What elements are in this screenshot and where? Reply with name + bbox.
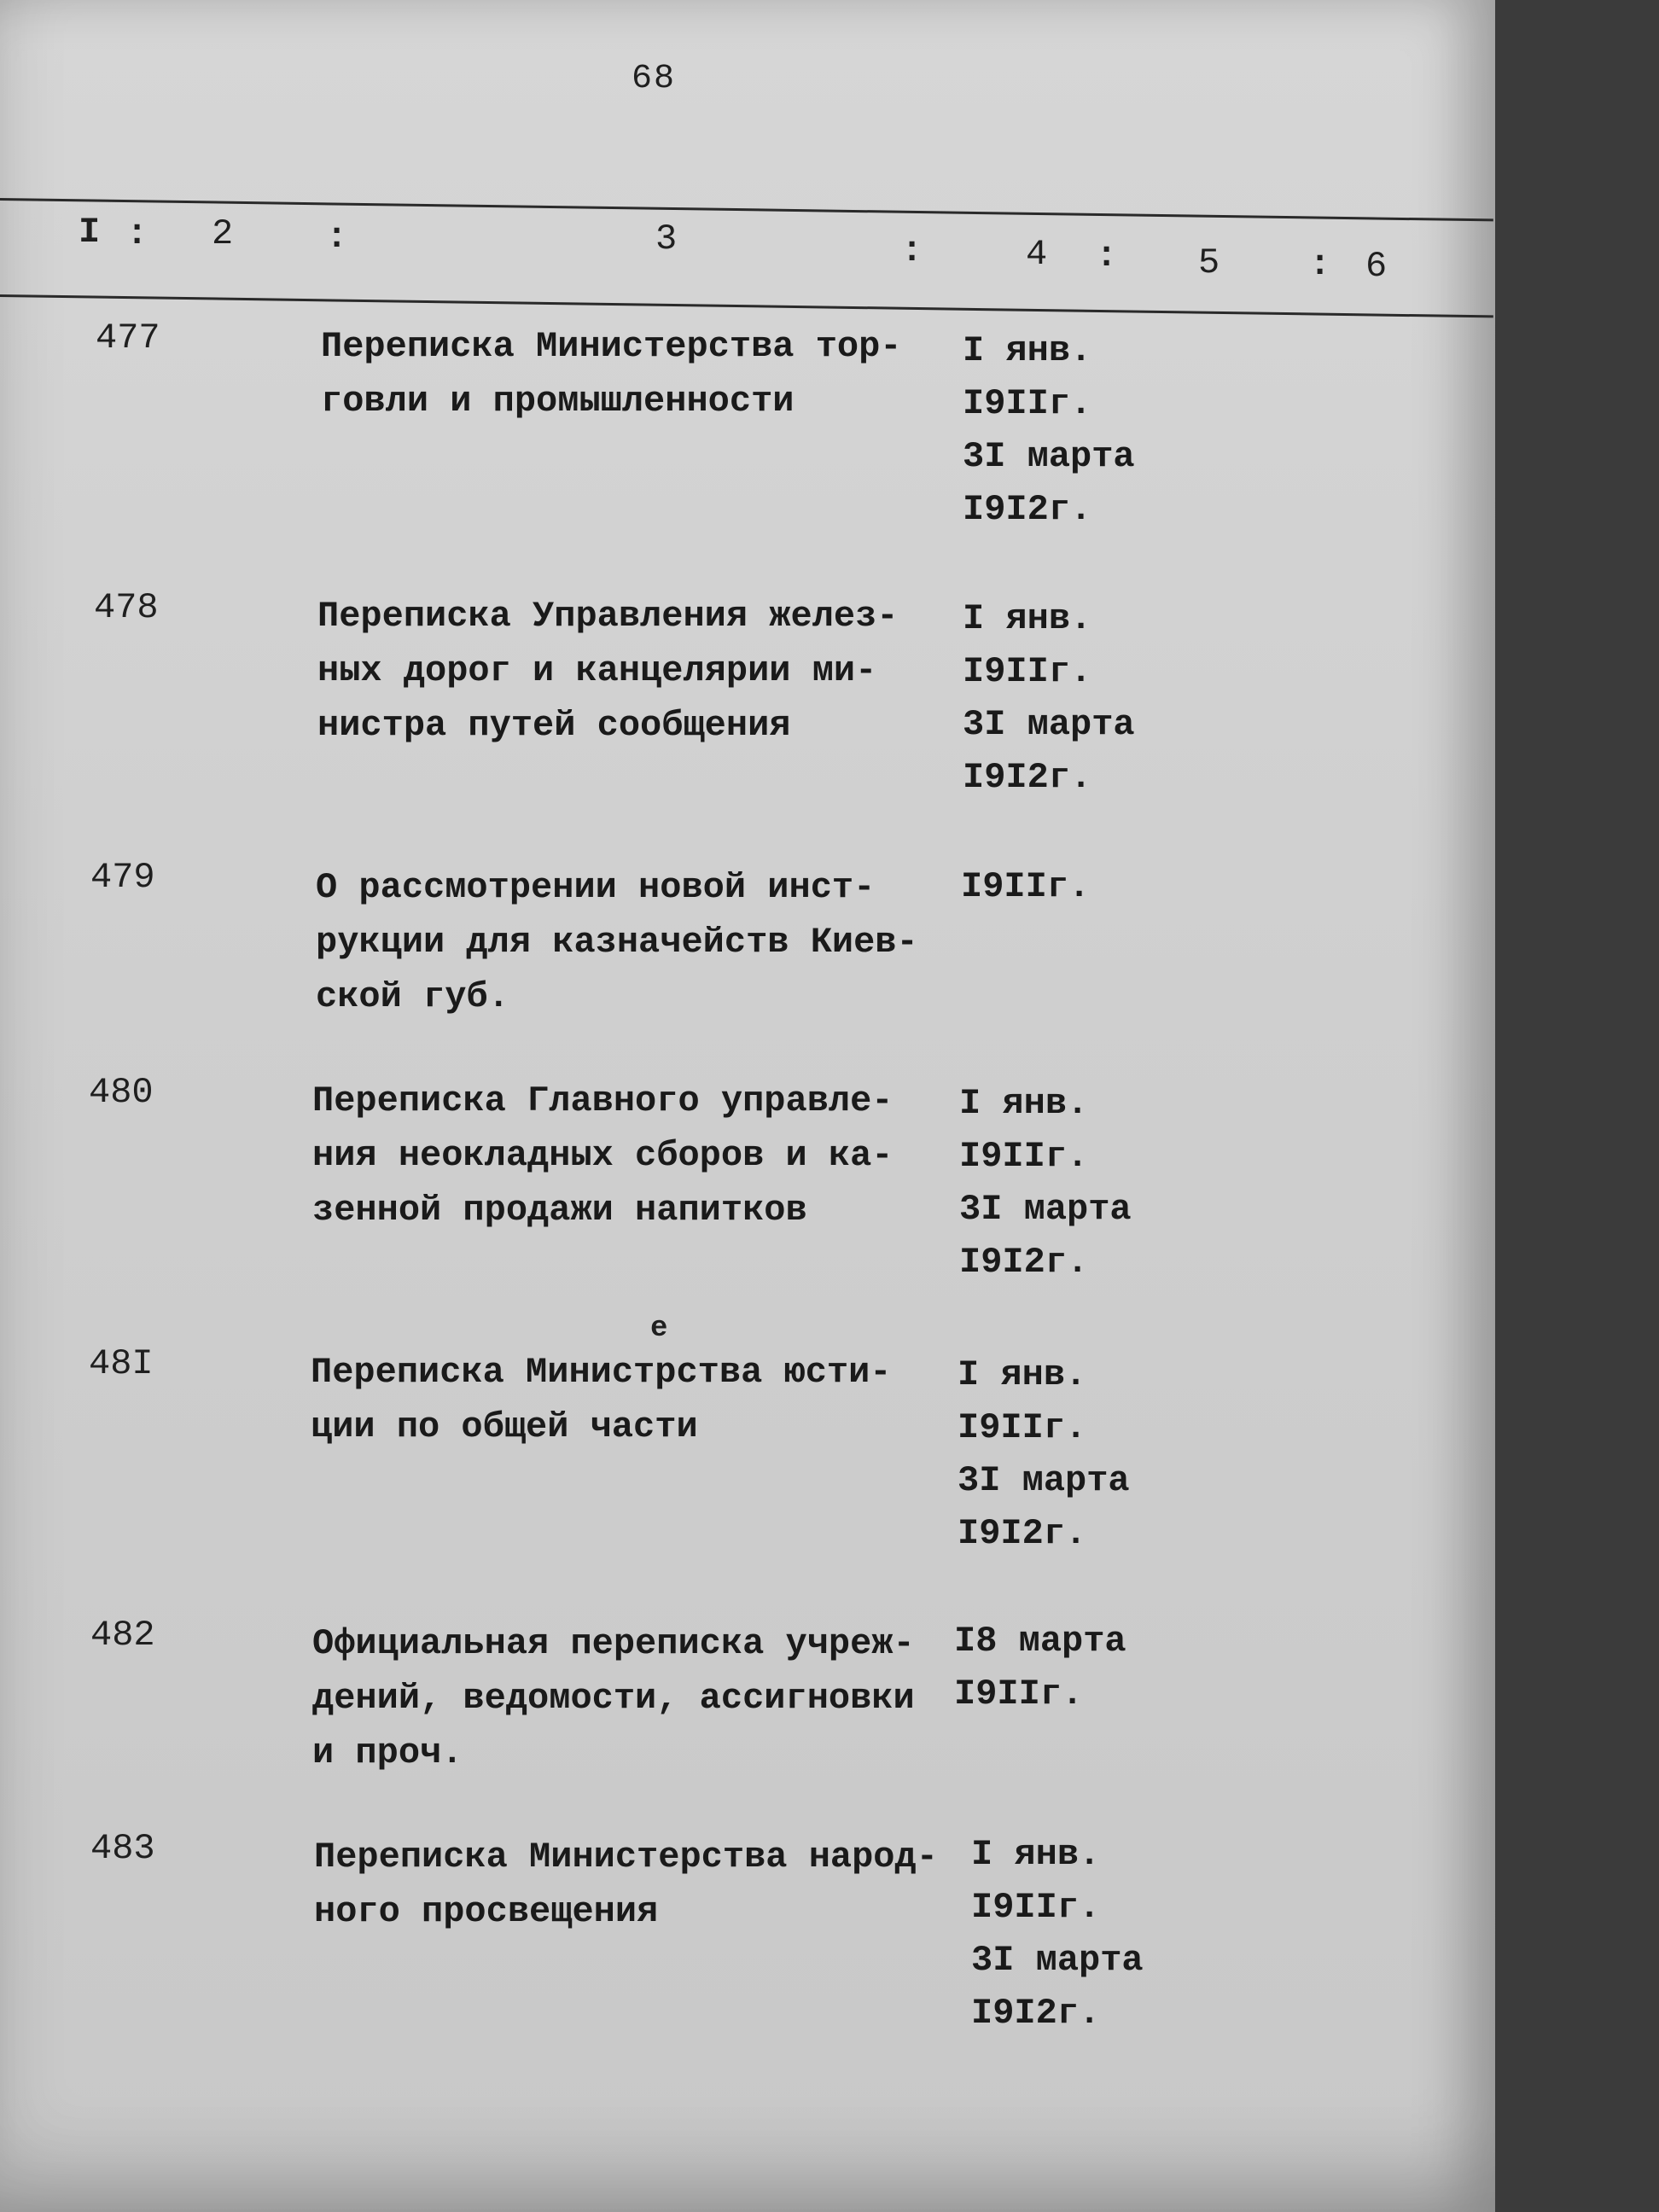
entry-title <box>321 319 902 428</box>
entry-date-line: I9IIг. <box>963 383 1092 424</box>
column-separator: : <box>1309 244 1331 285</box>
entry-title-line: дений, ведомости, ассигновки <box>312 1678 915 1719</box>
entry-dates <box>963 592 1135 804</box>
handwritten-correction: е <box>650 1313 668 1345</box>
header-rule-bottom <box>0 294 1493 317</box>
entry-title-line: Официальная переписка учреж- <box>312 1623 915 1664</box>
entry-date-line: I9I2г. <box>963 757 1092 798</box>
entry-number: 477 <box>96 317 160 358</box>
entry-number: 480 <box>89 1072 154 1113</box>
entry-title-line: Переписка Министерства народ- <box>314 1837 938 1877</box>
column-header-4: 4 <box>1026 234 1048 275</box>
entry-date-line: 3I марта <box>963 436 1135 477</box>
column-header-3: 3 <box>655 218 678 259</box>
entry-date-line: I9IIг. <box>971 1887 1101 1928</box>
entry-title <box>317 589 899 753</box>
entry-date-line: I8 марта <box>954 1621 1126 1662</box>
entry-date-line: 3I марта <box>958 1460 1130 1501</box>
column-separator: : <box>126 213 148 254</box>
entry-date-line: I янв. <box>971 1834 1101 1875</box>
entry-date-line: I9I2г. <box>959 1242 1089 1283</box>
entry-title-line: Переписка Министрства юсти- <box>311 1352 892 1393</box>
entry-title-line: говли и промышленности <box>321 381 795 422</box>
entry-date-line: I9I2г. <box>963 489 1092 530</box>
entry-date-line: 3I марта <box>971 1940 1144 1981</box>
entry-date-line: I9IIг. <box>963 651 1092 692</box>
entry-title-line: ции по общей части <box>311 1406 698 1447</box>
entry-title-line: и проч. <box>312 1732 463 1773</box>
entry-date-line: I янв. <box>963 598 1092 639</box>
column-separator: : <box>901 230 923 271</box>
entry-dates <box>963 324 1135 536</box>
entry-title-line: ного просвещения <box>314 1891 659 1932</box>
entry-title-line: зенной продажи напитков <box>312 1190 807 1231</box>
entry-title <box>314 1830 938 1939</box>
entry-title-line: нистра путей сообщения <box>317 705 791 746</box>
entry-dates <box>959 1077 1132 1289</box>
entry-title <box>316 860 918 1024</box>
column-header-1: I <box>79 212 101 253</box>
entry-dates <box>961 860 1090 913</box>
entry-date-line: I9IIг. <box>959 1136 1089 1177</box>
entry-date-line: I9I2г. <box>958 1513 1087 1554</box>
entry-title-line: рукции для казначейств Киев- <box>316 922 918 963</box>
column-header-6: 6 <box>1365 246 1388 287</box>
entry-dates <box>971 1828 1144 2040</box>
entry-title-line: Переписка Управления желез- <box>317 596 899 637</box>
entry-date-line: 3I марта <box>963 704 1135 745</box>
entry-date-line: I янв. <box>959 1083 1089 1124</box>
entry-date-line: I9I2г. <box>971 1993 1101 2034</box>
entry-number: 482 <box>90 1615 155 1656</box>
entry-date-line: I9IIг. <box>961 866 1091 907</box>
entry-date-line: I янв. <box>958 1354 1087 1395</box>
column-separator: : <box>1096 236 1118 276</box>
entry-number: 483 <box>90 1828 155 1869</box>
entry-number: 48I <box>89 1343 154 1384</box>
entry-title <box>312 1074 894 1237</box>
entry-number: 479 <box>90 857 155 898</box>
entry-dates <box>954 1615 1126 1720</box>
column-header-5: 5 <box>1198 242 1220 283</box>
column-separator: : <box>326 217 348 258</box>
entry-date-line: I янв. <box>963 330 1092 371</box>
entry-title-line: О рассмотрении новой инст- <box>316 867 876 908</box>
entry-date-line: 3I марта <box>959 1189 1132 1230</box>
entry-date-line: I9IIг. <box>958 1407 1087 1448</box>
entry-title <box>312 1616 915 1780</box>
entry-title-line: ской губ. <box>316 976 509 1017</box>
page-number: 68 <box>632 60 677 98</box>
entry-number: 478 <box>94 587 159 628</box>
entry-dates <box>958 1348 1130 1560</box>
entry-title-line: Переписка Министерства тор- <box>321 326 902 367</box>
entry-title <box>311 1345 892 1454</box>
column-header-2: 2 <box>212 213 234 254</box>
entry-title-line: ных дорог и канцелярии ми- <box>317 650 877 691</box>
entry-title-line: ния неокладных сборов и ка- <box>312 1135 894 1176</box>
entry-date-line: I9IIг. <box>954 1674 1084 1714</box>
entry-title-line: Переписка Главного управле- <box>312 1080 894 1121</box>
